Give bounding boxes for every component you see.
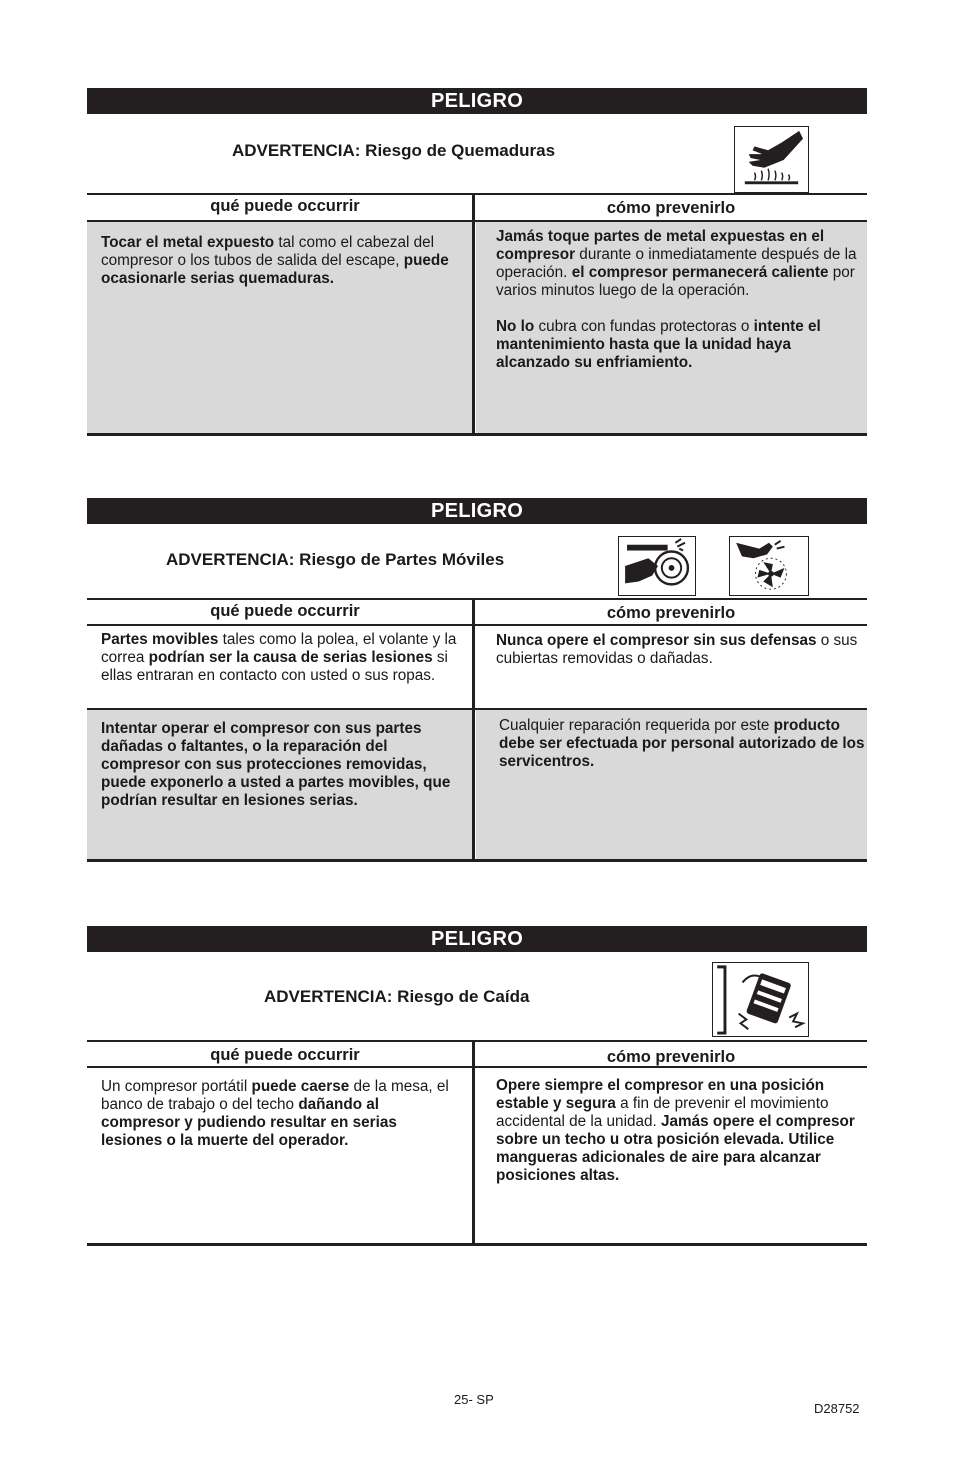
bold-text: Nunca opere el compresor sin sus defensas (496, 632, 817, 649)
bold-text: Opere siempre el compresor en una posición estable y segura (496, 1077, 825, 1112)
text: de la mesa, el banco de trabajo o del techo (101, 1078, 449, 1113)
column-header-what: qué puede occurrir (210, 197, 360, 215)
cell-what (87, 626, 473, 708)
text: o sus cubiertas removidas o dañadas. (496, 632, 858, 667)
text: a fin de prevenir el movimiento accidental de la unidad. (496, 1095, 829, 1130)
warning-title: ADVERTENCIA: Riesgo de Quemaduras (232, 141, 556, 160)
bold-text: dañando al compresor y pudiendo resultar en serias lesiones o la muerte del operador. (101, 1096, 397, 1149)
text: Un compresor portátil (101, 1078, 252, 1095)
divider (87, 433, 867, 436)
fan-hand-icon (729, 536, 809, 596)
cell-paragraph (101, 631, 459, 685)
cell-how (476, 626, 867, 708)
danger-section-burns (87, 88, 867, 438)
page-number: 25- SP (454, 1392, 494, 1407)
cell-paragraph (101, 1078, 459, 1150)
divider (87, 859, 867, 862)
cell-how (476, 710, 867, 860)
cell-paragraph (101, 234, 459, 288)
cell-paragraph (496, 1077, 865, 1185)
cell-paragraph (499, 717, 865, 771)
text: si ellas entraran en contacto con usted o sus ropas. (101, 649, 448, 684)
bold-text: el compresor permanecerá caliente (571, 264, 829, 281)
bold-text: puede caerse (251, 1078, 350, 1095)
bold-text: Jamás toque partes de metal expuestas en el compresor (496, 228, 825, 263)
warning-title: ADVERTENCIA: Riesgo de Caída (264, 987, 530, 1006)
column-header-what: qué puede occurrir (210, 602, 360, 620)
text: por varios minutos luego de la operación. (496, 264, 855, 299)
danger-banner: PELIGRO (87, 926, 867, 952)
bold-text: Tocar el metal expuesto (101, 234, 275, 251)
bold-text: Intentar operar el compresor con sus partes dañadas o faltantes, o la reparación del compresor con sus protecciones removidas, puede exponerlo a usted a partes movibles, que podrían resultar en lesiones serias. (101, 720, 451, 809)
cell-what (87, 1068, 473, 1243)
cell-paragraph (101, 720, 459, 810)
divider (472, 600, 475, 860)
cell-how (476, 1068, 867, 1243)
bold-text: No lo (496, 318, 535, 335)
text: cubra con fundas protectoras o (534, 318, 754, 335)
divider (472, 1042, 475, 1244)
bold-text: podrían ser la causa de serias lesiones (148, 649, 433, 666)
cell-paragraph (496, 318, 865, 372)
text: tales como la polea, el volante y la correa (101, 631, 457, 666)
column-header-how: cómo prevenirlo (606, 604, 736, 622)
danger-banner: PELIGRO (87, 498, 867, 524)
divider (87, 1040, 867, 1042)
column-header-how: cómo prevenirlo (606, 1048, 736, 1066)
document-code: D28752 (814, 1401, 860, 1416)
belt-pulley-hand-icon (618, 536, 696, 596)
bold-text: Partes movibles (101, 631, 219, 648)
column-header-how: cómo prevenirlo (606, 199, 736, 217)
warning-title: ADVERTENCIA: Riesgo de Partes Móviles (166, 550, 505, 569)
bold-text: puede ocasionarle serias quemaduras. (101, 252, 449, 287)
cell-what (87, 710, 473, 860)
text: durante o inmediatamente después de la operación. (496, 246, 857, 281)
text: Cualquier reparación requerida por este (499, 717, 774, 734)
falling-compressor-icon (712, 962, 809, 1037)
bold-text: producto debe ser efectuada por personal autorizado de los servicentros. (499, 717, 865, 770)
bold-text: intente el mantenimiento hasta que la unidad haya alcanzado su enfriamiento. (496, 318, 821, 371)
cell-paragraph (496, 632, 865, 668)
divider (472, 195, 475, 434)
column-header-what: qué puede occurrir (210, 1046, 360, 1064)
bold-text: Jamás opere el compresor sobre un techo u otra posición elevada. Utilice mangueras adicionales de aire para alcanzar posiciones altas. (496, 1113, 855, 1184)
danger-section-falling (87, 926, 867, 1248)
hazard-table (87, 1040, 867, 1250)
danger-section-moving-parts (87, 498, 867, 866)
hot-surface-hand-icon (734, 126, 809, 193)
hazard-table (87, 598, 867, 863)
divider (87, 1243, 867, 1246)
danger-banner: PELIGRO (87, 88, 867, 114)
text: tal como el cabezal del compresor o los tubos de salida del escape, (101, 234, 435, 269)
cell-what (87, 222, 473, 434)
cell-paragraph (496, 228, 865, 300)
cell-how (476, 222, 867, 434)
hazard-table (87, 193, 867, 438)
